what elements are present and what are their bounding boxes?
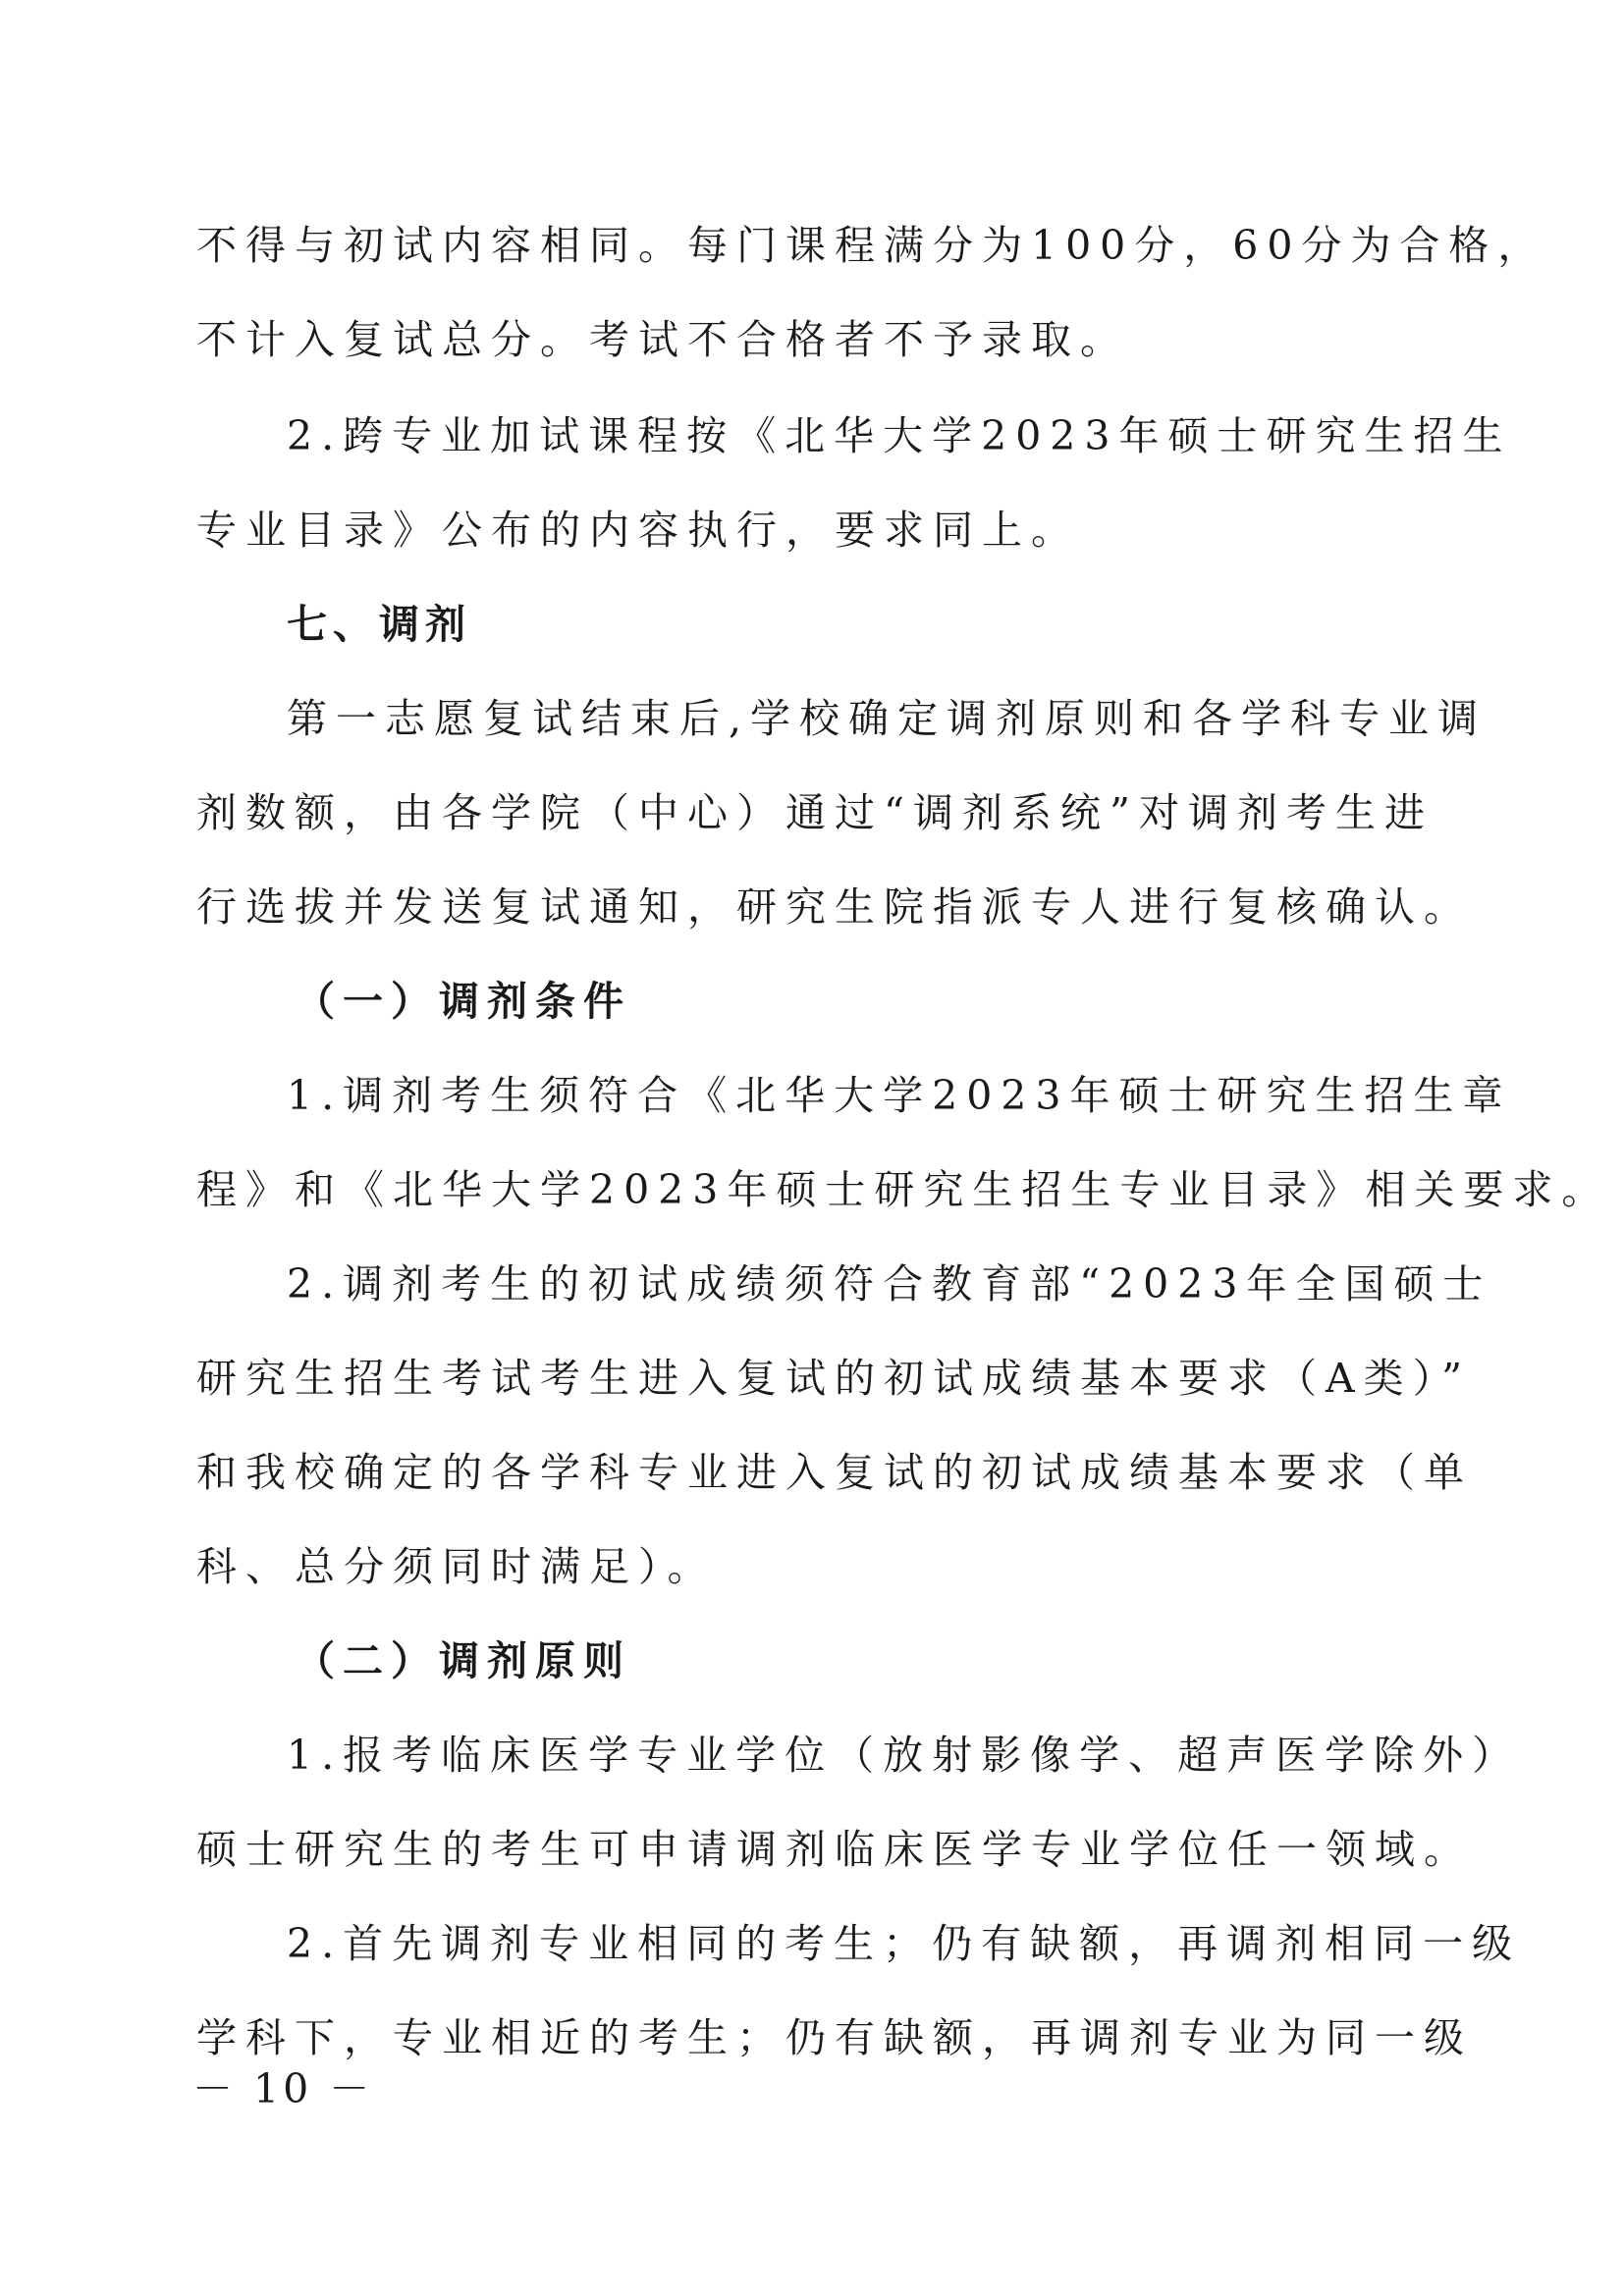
page-number: － 10 － — [192, 2065, 374, 2112]
paragraph-line: 不计入复试总分。考试不合格者不予录取。 — [196, 316, 1129, 363]
paragraph-line: 1.报考临床医学专业学位（放射影像学、超声医学除外） — [287, 1732, 1522, 1779]
paragraph-line: 硕士研究生的考生可申请调剂临床医学专业学位任一领域。 — [196, 1826, 1473, 1873]
paragraph-line: 2.跨专业加试课程按《北华大学2023年硕士研究生招生 — [287, 412, 1512, 459]
paragraph-line: 科、总分须同时满足）。 — [196, 1543, 717, 1590]
paragraph-line: 行选拔并发送复试通知，研究生院指派专人进行复核确认。 — [196, 883, 1473, 931]
paragraph-line: 剂数额，由各学院（中心）通过“调剂系统”对调剂考生进 — [196, 789, 1434, 836]
subsection-heading: （二）调剂原则 — [295, 1637, 631, 1684]
paragraph-line: 不得与初试内容相同。每门课程满分为100分，60分为合格， — [196, 222, 1547, 269]
paragraph-line: 1.调剂考生须符合《北华大学2023年硕士研究生招生章 — [287, 1072, 1512, 1119]
paragraph-line: 第一志愿复试结束后,学校确定调剂原则和各学科专业调 — [287, 695, 1488, 742]
paragraph-line: 2.调剂考生的初试成绩须符合教育部“2023年全国硕士 — [287, 1260, 1492, 1308]
paragraph-line: 研究生招生考试考生进入复试的初试成绩基本要求（A类）” — [196, 1355, 1472, 1402]
paragraph-line: 专业目录》公布的内容执行，要求同上。 — [196, 507, 1080, 554]
paragraph-line: 和我校确定的各学科专业进入复试的初试成绩基本要求（单 — [196, 1449, 1473, 1496]
paragraph-line: 程》和《北华大学2023年硕士研究生招生专业目录》相关要求。 — [196, 1166, 1611, 1213]
section-heading: 七、调剂 — [287, 601, 471, 648]
paragraph-line: 学科下，专业相近的考生；仍有缺额，再调剂专业为同一级 — [196, 2014, 1473, 2061]
paragraph-line: 2.首先调剂专业相同的考生；仍有缺额，再调剂相同一级 — [287, 1920, 1522, 1967]
subsection-heading: （一）调剂条件 — [295, 978, 631, 1025]
